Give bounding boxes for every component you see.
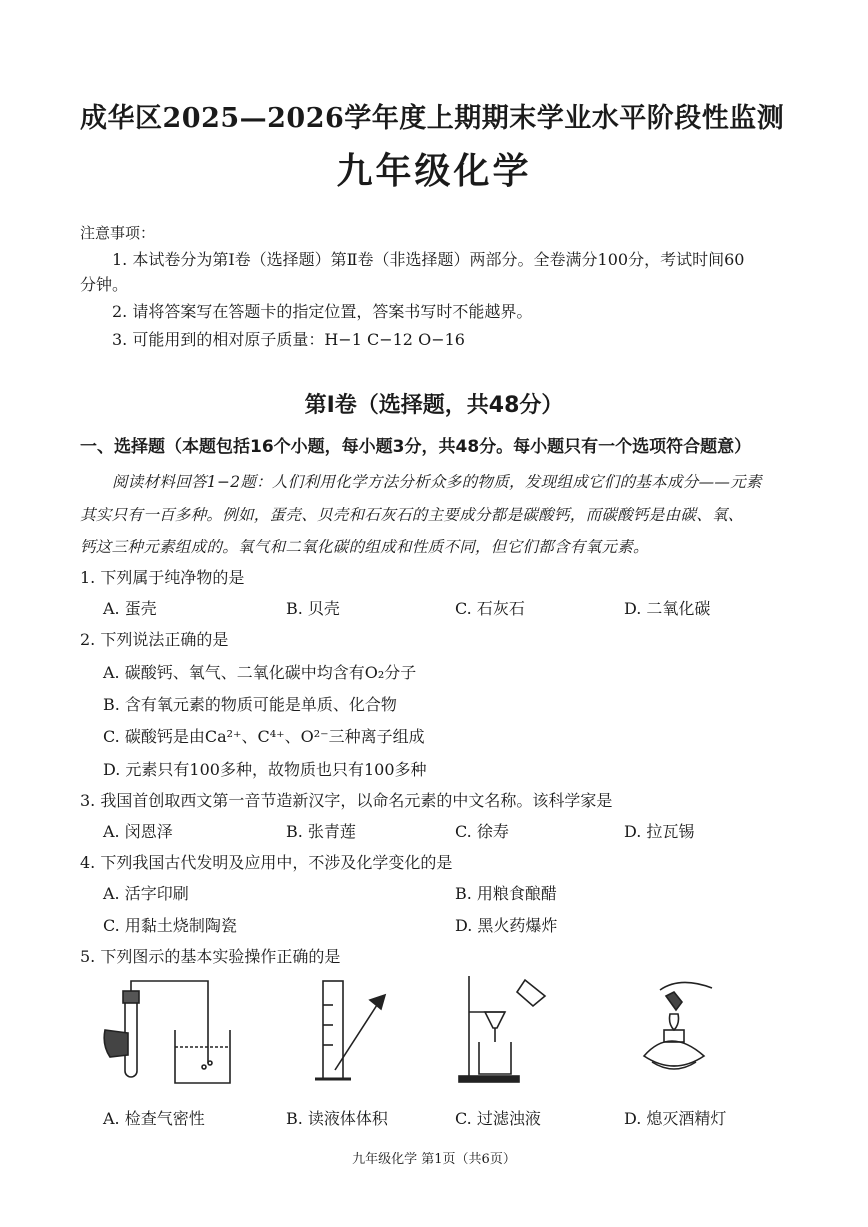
alcohol-lamp-illustration bbox=[630, 972, 740, 1090]
q1-option-d: D. 二氧化碳 bbox=[624, 599, 711, 618]
q1-option-a: A. 蛋壳 bbox=[103, 599, 157, 618]
notice-item-1: 1. 本试卷分为第Ⅰ卷（选择题）第Ⅱ卷（非选择题）两部分。全卷满分100分，考试时间60 bbox=[112, 250, 745, 269]
q5-option-a: A. 检查气密性 bbox=[103, 1109, 205, 1128]
exam-title-subject: 九年级化学 bbox=[336, 150, 532, 192]
reading-line-2: 其实只有一百多种。例如，蛋壳、贝壳和石灰石的主要成分都是碳酸钙，而碳酸钙是由碳、氧、 bbox=[80, 506, 744, 524]
notice-item-3: 3. 可能用到的相对原子质量：H−1 C−12 O−16 bbox=[112, 330, 465, 349]
q4-option-a: A. 活字印刷 bbox=[103, 884, 189, 903]
notice-heading: 注意事项： bbox=[80, 224, 156, 242]
q5-option-d: D. 熄灭酒精灯 bbox=[624, 1109, 727, 1128]
q2-option-a: A. 碳酸钙、氧气、二氧化碳中均含有O₂分子 bbox=[103, 663, 417, 682]
q2-option-b: B. 含有氧元素的物质可能是单质、化合物 bbox=[103, 695, 397, 714]
airtightness-check-illustration bbox=[100, 975, 240, 1090]
question-5-stem: 5. 下列图示的基本实验操作正确的是 bbox=[80, 947, 341, 966]
q3-option-a: A. 闵恩泽 bbox=[103, 822, 173, 841]
q3-option-d: D. 拉瓦锡 bbox=[624, 822, 695, 841]
question-3-stem: 3. 我国首创取西文第一音节造新汉字，以命名元素的中文名称。该科学家是 bbox=[80, 791, 613, 810]
reading-line-1: 阅读材料回答1−2题：人们利用化学方法分析众多的物质，发现组成它们的基本成分——元素 bbox=[112, 473, 762, 491]
question-4-stem: 4. 下列我国古代发明及应用中，不涉及化学变化的是 bbox=[80, 853, 453, 872]
notice-item-1-cont: 分钟。 bbox=[80, 275, 129, 294]
q4-option-c: C. 用黏土烧制陶瓷 bbox=[103, 916, 237, 935]
notice-item-2: 2. 请将答案写在答题卡的指定位置，答案书写时不能越界。 bbox=[112, 302, 533, 321]
q4-option-d: D. 黑火药爆炸 bbox=[455, 916, 558, 935]
exam-title-line1: 成华区2025—2026学年度上期期末学业水平阶段性监测 bbox=[80, 103, 785, 134]
q2-option-d: D. 元素只有100多种，故物质也只有100多种 bbox=[103, 760, 427, 779]
q2-option-c: C. 碳酸钙是由Ca²⁺、C⁴⁺、O²⁻三种离子组成 bbox=[103, 727, 425, 746]
q1-option-c: C. 石灰石 bbox=[455, 599, 525, 618]
question-2-stem: 2. 下列说法正确的是 bbox=[80, 630, 229, 649]
page-footer: 九年级化学 第1页（共6页） bbox=[352, 1152, 516, 1167]
graduated-cylinder-illustration bbox=[305, 975, 405, 1090]
part-heading: 一、选择题（本题包括16个小题，每小题3分，共48分。每小题只有一个选项符合题意） bbox=[80, 437, 752, 457]
q3-option-b: B. 张青莲 bbox=[286, 822, 356, 841]
section-title: 第Ⅰ卷（选择题，共48分） bbox=[304, 393, 564, 418]
q5-option-b: B. 读液体体积 bbox=[286, 1109, 388, 1128]
filtration-illustration bbox=[455, 970, 565, 1090]
q3-option-c: C. 徐寿 bbox=[455, 822, 509, 841]
q1-option-b: B. 贝壳 bbox=[286, 599, 340, 618]
q4-option-b: B. 用粮食酿醋 bbox=[455, 884, 557, 903]
reading-line-3: 钙这三种元素组成的。氧气和二氧化碳的组成和性质不同，但它们都含有氧元素。 bbox=[80, 538, 649, 556]
question-1-stem: 1. 下列属于纯净物的是 bbox=[80, 568, 245, 587]
q5-option-c: C. 过滤浊液 bbox=[455, 1109, 541, 1128]
